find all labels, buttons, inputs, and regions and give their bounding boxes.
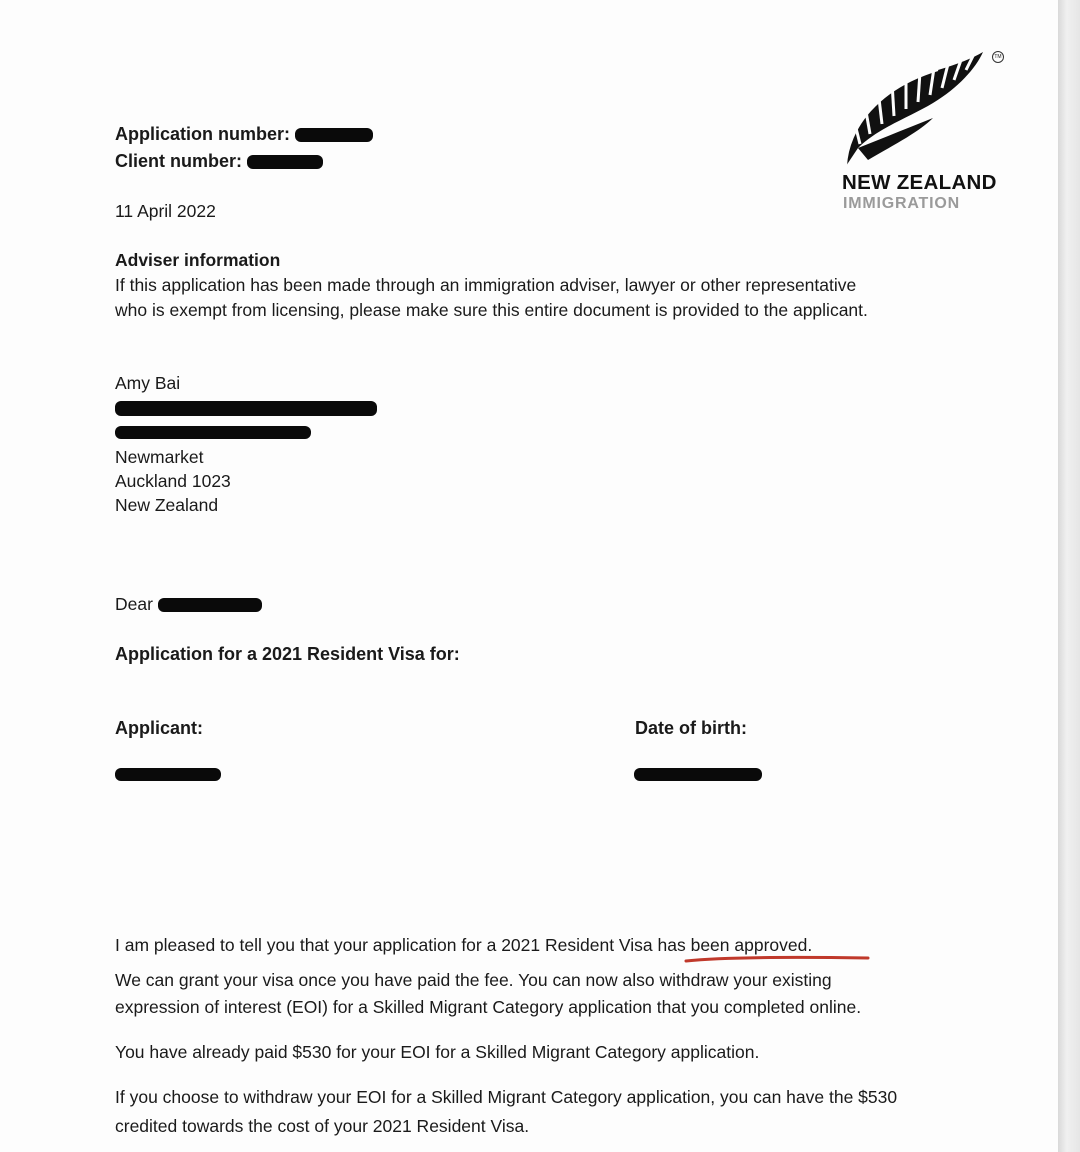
redaction-mark <box>158 598 262 612</box>
nz-immigration-logo <box>838 48 1010 218</box>
redacted-address-line <box>115 401 377 416</box>
page-edge-shadow <box>1058 0 1080 1152</box>
trademark-symbol: TM <box>992 51 1004 63</box>
address-name: Amy Bai <box>115 373 181 393</box>
address-city: Auckland 1023 <box>115 471 231 491</box>
subject-line: Application for a 2021 Resident Visa for: <box>115 644 460 664</box>
greeting-word: Dear <box>115 594 153 614</box>
client-number-label: Client number: <box>115 151 243 171</box>
redacted-applicant-name <box>115 768 221 781</box>
adviser-heading: Adviser information <box>115 250 281 270</box>
address-suburb: Newmarket <box>115 447 204 467</box>
silver-fern-icon <box>838 48 988 168</box>
redaction-mark <box>247 155 323 169</box>
withdraw-paragraph-line1: If you choose to withdraw your EOI for a Skilled Migrant Category application, you can have the $530 <box>115 1087 898 1107</box>
logo-name-line1: NEW ZEALAND <box>842 171 997 194</box>
application-number <box>115 122 373 146</box>
greeting <box>115 592 262 616</box>
fee-paragraph-line2: expression of interest (EOI) for a Skilled Migrant Category application that you completed online. <box>115 997 862 1017</box>
redacted-address-line <box>115 426 311 439</box>
redacted-date-of-birth <box>634 768 762 781</box>
approval-highlight: has been approved. <box>657 935 813 955</box>
logo-name-line2: IMMIGRATION <box>843 195 960 212</box>
approval-paragraph <box>115 933 812 957</box>
adviser-text-line1: If this application has been made through an immigration adviser, lawyer or other representative <box>115 275 857 295</box>
approval-text: I am pleased to tell you that your application for a 2021 Resident Visa <box>115 935 658 955</box>
address-country: New Zealand <box>115 495 219 515</box>
fee-paragraph-line1: We can grant your visa once you have paid the fee. You can now also withdraw your existing <box>115 970 832 990</box>
adviser-text-line2: who is exempt from licensing, please make sure this entire document is provided to the applicant. <box>115 300 868 320</box>
letter-date: 11 April 2022 <box>115 201 216 221</box>
applicant-label: Applicant: <box>115 718 203 738</box>
application-number-label: Application number: <box>115 124 290 144</box>
redaction-mark <box>295 128 373 142</box>
red-pen-underline <box>684 955 870 965</box>
withdraw-paragraph-line2: credited towards the cost of your 2021 Resident Visa. <box>115 1116 530 1136</box>
dob-label: Date of birth: <box>635 718 747 738</box>
paid-paragraph: You have already paid $530 for your EOI for a Skilled Migrant Category application. <box>115 1042 760 1062</box>
client-number <box>115 149 323 173</box>
